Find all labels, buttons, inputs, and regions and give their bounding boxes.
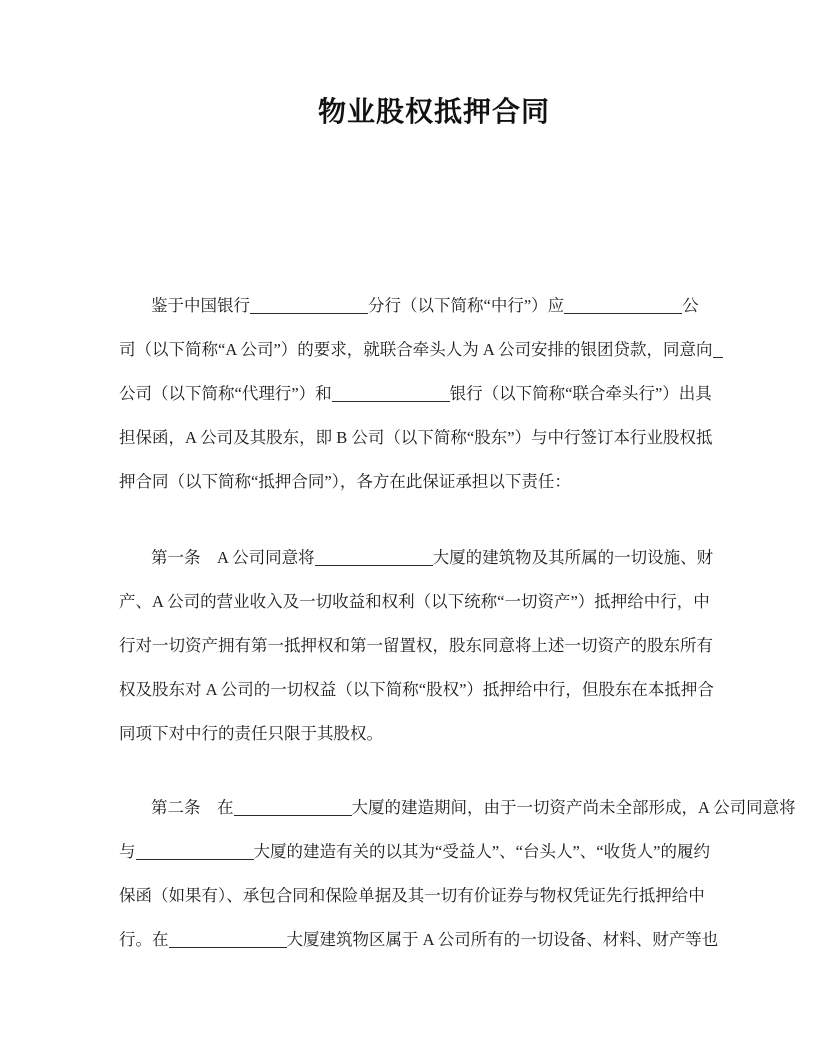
fill-in-blank <box>332 384 450 402</box>
preamble-line-1: 鉴于中国银行 分行（以下简称“中行”）应 公 <box>151 296 699 315</box>
article-1-line-1: 第一条 A 公司同意将 大厦的建筑物及其所属的一切设施、财 <box>151 548 714 567</box>
fill-in-blank <box>250 296 368 314</box>
article-1-line-5: 同项下对中行的责任只限于其股权。 <box>119 724 383 743</box>
preamble-line-2: 司（以下简称“A 公司”）的要求，就联合牵头人为 A 公司安排的银团贷款，同意向 <box>119 328 703 372</box>
article-1-line-4: 权及股东对 A 公司的一切权益（以下简称“股权”）抵押给中行，但股东在本抵押合 <box>119 680 714 699</box>
article-2-line-3: 保函（如果有）、承包合同和保险单据及其一切有价证券与物权凭证先行抵押给中 <box>119 886 705 905</box>
fill-in-blank <box>136 842 254 860</box>
fill-in-blank <box>564 296 682 314</box>
article-2-line-2: 与 大厦的建造有关的以其为“受益人”、“台头人”、“收货人”的履约 <box>119 842 710 861</box>
preamble-line-3: 公司（以下简称“代理行”）和 银行（以下简称“联合牵头行”）出具 <box>119 384 712 403</box>
preamble-paragraph <box>119 284 713 504</box>
article-2-paragraph <box>119 786 796 962</box>
document-body <box>119 284 796 962</box>
fill-in-blank <box>234 798 352 816</box>
document-title: 物业股权抵押合同 <box>317 96 550 127</box>
fill-in-blank <box>713 340 723 358</box>
preamble-line-4: 担保函，A 公司及其股东，即 B 公司（以下简称“股东”）与中行签订本行业股权抵 <box>119 428 713 447</box>
article-1-line-3: 行对一切资产拥有第一抵押权和第一留置权，股东同意将上述一切资产的股东所有 <box>119 636 713 655</box>
fill-in-blank <box>169 930 287 948</box>
preamble-line-5: 押合同（以下简称“抵押合同”），各方在此保证承担以下责任： <box>119 472 571 491</box>
article-1-paragraph <box>119 536 714 756</box>
article-2-line-4: 行。在 大厦建筑物区属于 A 公司所有的一切设备、材料、财产等也 <box>119 930 719 949</box>
article-2-line-1: 第二条 在 大厦的建造期间，由于一切资产尚未全部形成，A 公司同意将 <box>151 798 796 817</box>
fill-in-blank <box>315 548 433 566</box>
article-1-line-2: 产、A 公司的营业收入及一切收益和权利（以下统称“一切资产”）抵押给中行，中 <box>119 592 710 611</box>
